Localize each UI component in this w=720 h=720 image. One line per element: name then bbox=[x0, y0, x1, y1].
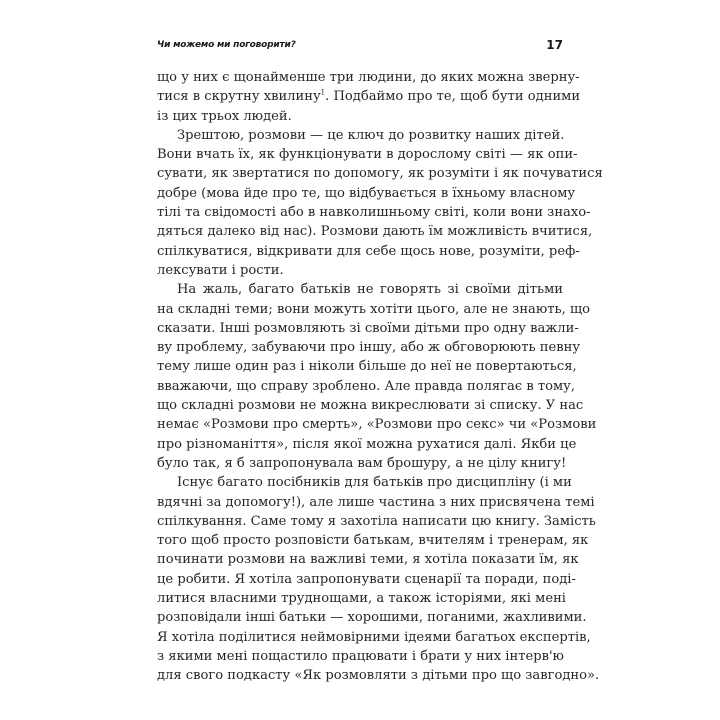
running-header bbox=[157, 33, 563, 57]
text-line: дяться далеко від нас). Розмови дають їм можливість вчитися, bbox=[157, 224, 593, 240]
page-number: 17 bbox=[546, 38, 563, 52]
text-line: того щоб просто розповісти батькам, вчителям і тренерам, як bbox=[157, 533, 589, 549]
text-line: про різноманіття», після якої можна рухатися далі. Якби це bbox=[157, 436, 577, 452]
text-fragment: тися в скрутну хвилину bbox=[157, 89, 321, 105]
text-line: добре (мова йде про те, що відбувається в їхньому власному bbox=[157, 185, 576, 201]
text-line: лексувати і рости. bbox=[157, 262, 284, 278]
text-line bbox=[157, 87, 581, 106]
text-line: тілі та свідомості або в навколишньому світі, коли вони знахо- bbox=[157, 205, 591, 221]
text-line: що складні розмови не можна викреслювати зі списку. У нас bbox=[157, 398, 584, 414]
text-line: сувати, як звертатися по допомогу, як розуміти і як почуватися bbox=[157, 166, 603, 182]
text-line: Зрештою, розмови — це ключ до розвитку наших дітей. bbox=[177, 127, 565, 143]
body-text bbox=[157, 68, 603, 686]
text-line: вважаючи, що справу зроблено. Але правда полягає в тому, bbox=[157, 378, 576, 394]
running-title: Чи можемо ми поговорити? bbox=[157, 40, 296, 50]
paragraph bbox=[157, 473, 600, 685]
text-line: На жаль, багато батьків не говорять зі своїми дітьми bbox=[177, 282, 563, 298]
text-line: немає «Розмови про смерть», «Розмови про секс» чи «Розмови bbox=[157, 417, 597, 433]
text-line: литися власними труднощами, а також історіями, які мені bbox=[157, 591, 566, 607]
footnote-marker[interactable]: 1 bbox=[320, 88, 326, 97]
text-line: із цих трьох людей. bbox=[157, 108, 292, 124]
text-line: Існує багато посібників для батьків про дисципліну (і ми bbox=[177, 475, 572, 491]
text-line: вдячні за допомогу!), але лише частина з них присвячена темі bbox=[157, 494, 595, 510]
text-fragment: . Подбаймо про те, щоб бути одними bbox=[325, 89, 581, 105]
text-line: спілкування. Саме тому я захотіла написати цю книгу. Замість bbox=[157, 513, 596, 529]
text-line: з якими мені пощастило працювати і брати у них інтерв'ю bbox=[157, 648, 564, 664]
text-line: це робити. Я хотіла запропонувати сценарії та поради, поді- bbox=[157, 571, 576, 587]
book-page bbox=[157, 30, 603, 686]
text-line: спілкуватися, відкривати для себе щось нове, розуміти, реф- bbox=[157, 243, 580, 259]
text-line: тему лише один раз і ніколи більше до неї не повертаються, bbox=[157, 359, 577, 375]
text-line: ву проблему, забуваючи про іншу, або ж обговорюють певну bbox=[157, 340, 581, 356]
text-line: сказати. Інші розмовляють зі своїми дітьми про одну важли- bbox=[157, 320, 579, 336]
text-line: що у них є щонайменше три людини, до яких можна зверну- bbox=[157, 70, 580, 85]
paragraph bbox=[157, 126, 603, 280]
paragraph bbox=[157, 68, 581, 126]
text-line: Вони вчать їх, як функціонувати в дорослому світі — як опи- bbox=[157, 147, 578, 163]
paragraph bbox=[157, 280, 597, 473]
text-line: Я хотіла поділитися неймовірними ідеями багатьох експертів, bbox=[157, 629, 591, 645]
text-line: для свого подкасту «Як розмовляти з дітьми про що завгодно». bbox=[157, 668, 600, 684]
text-line: починати розмови на важливі теми, я хотіла показати їм, як bbox=[157, 552, 579, 568]
text-line: розповідали інші батьки — хорошими, поганими, жахливими. bbox=[157, 610, 587, 626]
text-line: на складні теми; вони можуть хотіти цього, але не знають, що bbox=[157, 301, 591, 317]
text-line: було так, я б запропонувала вам брошуру, а не цілу книгу! bbox=[157, 455, 567, 471]
